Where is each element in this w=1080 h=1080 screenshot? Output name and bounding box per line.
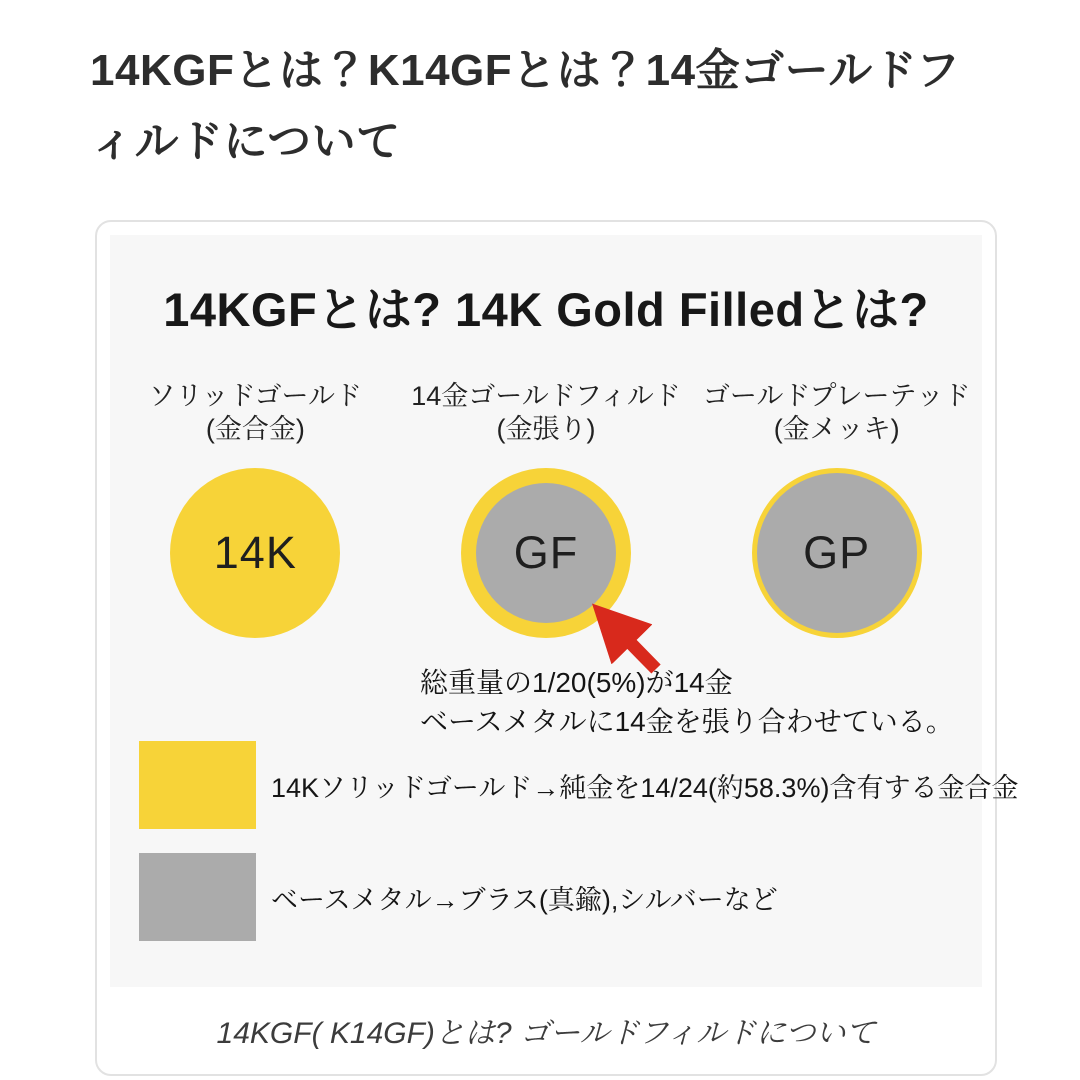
column-label-line1: ソリッドゴールド — [148, 381, 362, 411]
figure-caption: 14KGF( K14GF)とは? ゴールドフィルドについて — [216, 1017, 876, 1050]
base-metal-swatch — [139, 853, 256, 941]
legend — [139, 741, 1018, 941]
column-label-line2: (金張り) — [496, 414, 596, 444]
legend-label: ベースメタル→ブラス(真鍮),シルバーなど — [271, 884, 778, 915]
column-gold-plated — [691, 380, 982, 638]
column-label-line1: ゴールドプレーテッド — [702, 381, 971, 411]
figure-panel — [110, 235, 1019, 987]
gf-annotation-line1: 総重量の1/20(5%)が14金 — [420, 667, 733, 698]
gold-swatch — [139, 741, 256, 829]
gold-plated-circle-text: GP — [803, 527, 871, 578]
figure-title: 14KGFとは? 14K Gold Filledとは? — [163, 283, 929, 336]
legend-item-solid-gold — [139, 741, 1018, 829]
gf-annotation — [420, 663, 954, 741]
page-title: 14KGFとは？K14GFとは？14金ゴールドフィルドについて — [90, 46, 961, 167]
solid-gold-circle-text: 14K — [213, 527, 297, 578]
column-label — [411, 380, 681, 446]
gf-annotation-line2: ベースメタルに14金を張り合わせている。 — [420, 706, 954, 737]
column-label-line2: (金合金) — [205, 414, 305, 444]
legend-item-base-metal — [139, 853, 1018, 941]
comparison-columns — [110, 380, 982, 638]
column-label — [149, 380, 362, 446]
solid-gold-circle — [170, 468, 340, 638]
column-solid-gold — [110, 380, 401, 638]
figure-card — [95, 220, 1019, 1076]
gold-filled-circle-text: GF — [513, 527, 579, 578]
legend-label: 14Kソリッドゴールド→純金を14/24(約58.3%)含有する金合金 — [271, 772, 1019, 803]
column-label-line2: (金メッキ) — [773, 414, 900, 444]
column-label-line1: 14金ゴールドフィルド — [411, 381, 681, 411]
column-label — [703, 380, 971, 446]
gold-plated-circle — [752, 468, 922, 638]
